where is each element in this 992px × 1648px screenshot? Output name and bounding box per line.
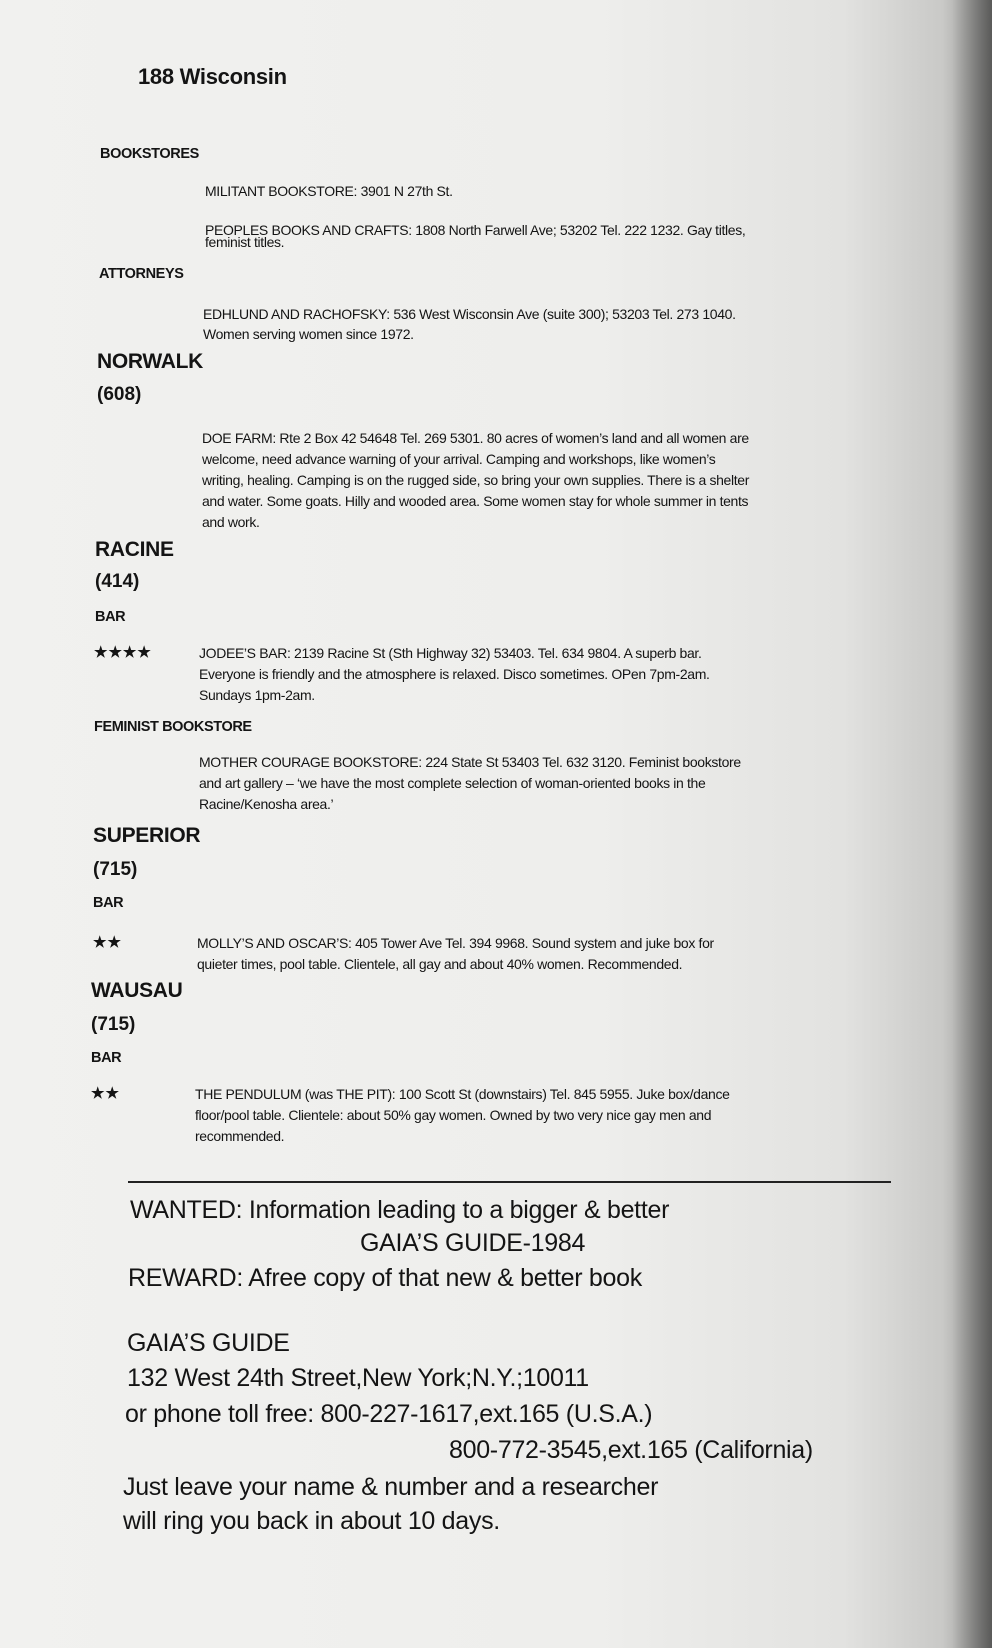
ad-phone-california: 800-772-3545,ext.165 (California) bbox=[449, 1436, 813, 1464]
city-heading-superior: SUPERIOR bbox=[93, 824, 201, 847]
area-code-wausau: (715) bbox=[91, 1014, 136, 1035]
area-code-norwalk: (608) bbox=[97, 384, 142, 405]
ad-wanted-line: WANTED: Information leading to a bigger & better bbox=[130, 1196, 670, 1224]
city-heading-wausau: WAUSAU bbox=[91, 979, 183, 1002]
entry-doe-farm-line5: and work. bbox=[202, 514, 260, 530]
page-header: 188 Wisconsin bbox=[138, 64, 287, 89]
section-heading-bookstores: BOOKSTORES bbox=[100, 146, 199, 162]
city-heading-norwalk: NORWALK bbox=[97, 350, 204, 373]
entry-mollys-line1: MOLLY’S AND OSCAR’S: 405 Tower Ave Tel. 394 9968. Sound system and juke box for bbox=[197, 935, 714, 951]
entry-pendulum-line2: floor/pool table. Clientele: about 50% gay women. Owned by two very nice gay men and bbox=[195, 1107, 712, 1123]
ad-publisher-address: 132 West 24th Street,New York;N.Y.;10011 bbox=[127, 1364, 589, 1392]
entry-mother-courage-line1: MOTHER COURAGE BOOKSTORE: 224 State St 53403 Tel. 632 3120. Feminist bookstore bbox=[199, 754, 741, 770]
rating-stars-jodees: ★★★★ bbox=[94, 644, 152, 661]
entry-doe-farm-line4: and water. Some goats. Hilly and wooded area. Some women stay for whole summer in tents bbox=[202, 493, 749, 509]
category-feminist-bookstore: FEMINIST BOOKSTORE bbox=[94, 719, 252, 735]
entry-doe-farm-line1: DOE FARM: Rte 2 Box 42 54648 Tel. 269 5301. 80 acres of women’s land and all women are bbox=[202, 430, 749, 446]
ad-reward-line: REWARD: Afree copy of that new & better book bbox=[128, 1264, 642, 1292]
rating-stars-pendulum: ★★ bbox=[91, 1085, 120, 1102]
entry-mother-courage-line2: and art gallery – ‘we have the most complete selection of woman-oriented books in the bbox=[199, 775, 706, 791]
entry-peoples-books-line2: feminist titles. bbox=[205, 234, 285, 250]
entry-edhlund-line1: EDHLUND AND RACHOFSKY: 536 West Wisconsin Ave (suite 300); 53203 Tel. 273 1040. bbox=[203, 306, 736, 322]
category-bar-superior: BAR bbox=[93, 895, 124, 911]
entry-mollys-line2: quieter times, pool table. Clientele, all gay and about 40% women. Recommended. bbox=[197, 956, 683, 972]
category-bar-wausau: BAR bbox=[91, 1050, 122, 1066]
page-binding-shadow bbox=[952, 0, 992, 1648]
ad-guide-title: GAIA’S GUIDE-1984 bbox=[360, 1229, 586, 1257]
divider-rule bbox=[128, 1181, 891, 1183]
area-code-superior: (715) bbox=[93, 859, 138, 880]
ad-instructions-line1: Just leave your name & number and a researcher bbox=[123, 1473, 659, 1501]
entry-jodees-line2: Everyone is friendly and the atmosphere is relaxed. Disco sometimes. OPen 7pm-2am. bbox=[199, 666, 710, 682]
entry-edhlund-line2: Women serving women since 1972. bbox=[203, 326, 414, 342]
entry-militant-bookstore: MILITANT BOOKSTORE: 3901 N 27th St. bbox=[205, 183, 453, 199]
section-heading-attorneys: ATTORNEYS bbox=[99, 266, 184, 282]
ad-publisher-name: GAIA’S GUIDE bbox=[127, 1329, 290, 1357]
entry-doe-farm-line3: writing, healing. Camping is on the rugged side, so bring your own supplies. There is a shelter bbox=[202, 472, 750, 488]
entry-pendulum-line1: THE PENDULUM (was THE PIT): 100 Scott St (downstairs) Tel. 845 5955. Juke box/dance bbox=[195, 1086, 730, 1102]
rating-stars-mollys: ★★ bbox=[93, 934, 122, 951]
ad-phone-usa: or phone toll free: 800-227-1617,ext.165 (U.S.A.) bbox=[125, 1400, 653, 1428]
category-bar-racine: BAR bbox=[95, 609, 126, 625]
entry-jodees-line3: Sundays 1pm-2am. bbox=[199, 687, 315, 703]
entry-jodees-line1: JODEE’S BAR: 2139 Racine St (Sth Highway 32) 53403. Tel. 634 9804. A superb bar. bbox=[199, 645, 702, 661]
entry-mother-courage-line3: Racine/Kenosha area.’ bbox=[199, 796, 334, 812]
city-heading-racine: RACINE bbox=[95, 538, 174, 561]
entry-pendulum-line3: recommended. bbox=[195, 1128, 285, 1144]
ad-instructions-line2: will ring you back in about 10 days. bbox=[123, 1507, 500, 1535]
entry-peoples-books-line1: PEOPLES BOOKS AND CRAFTS: 1808 North Farwell Ave; 53202 Tel. 222 1232. Gay titles, bbox=[205, 222, 746, 238]
area-code-racine: (414) bbox=[95, 571, 140, 592]
entry-doe-farm-line2: welcome, need advance warning of your arrival. Camping and workshops, like women’s bbox=[202, 451, 716, 467]
